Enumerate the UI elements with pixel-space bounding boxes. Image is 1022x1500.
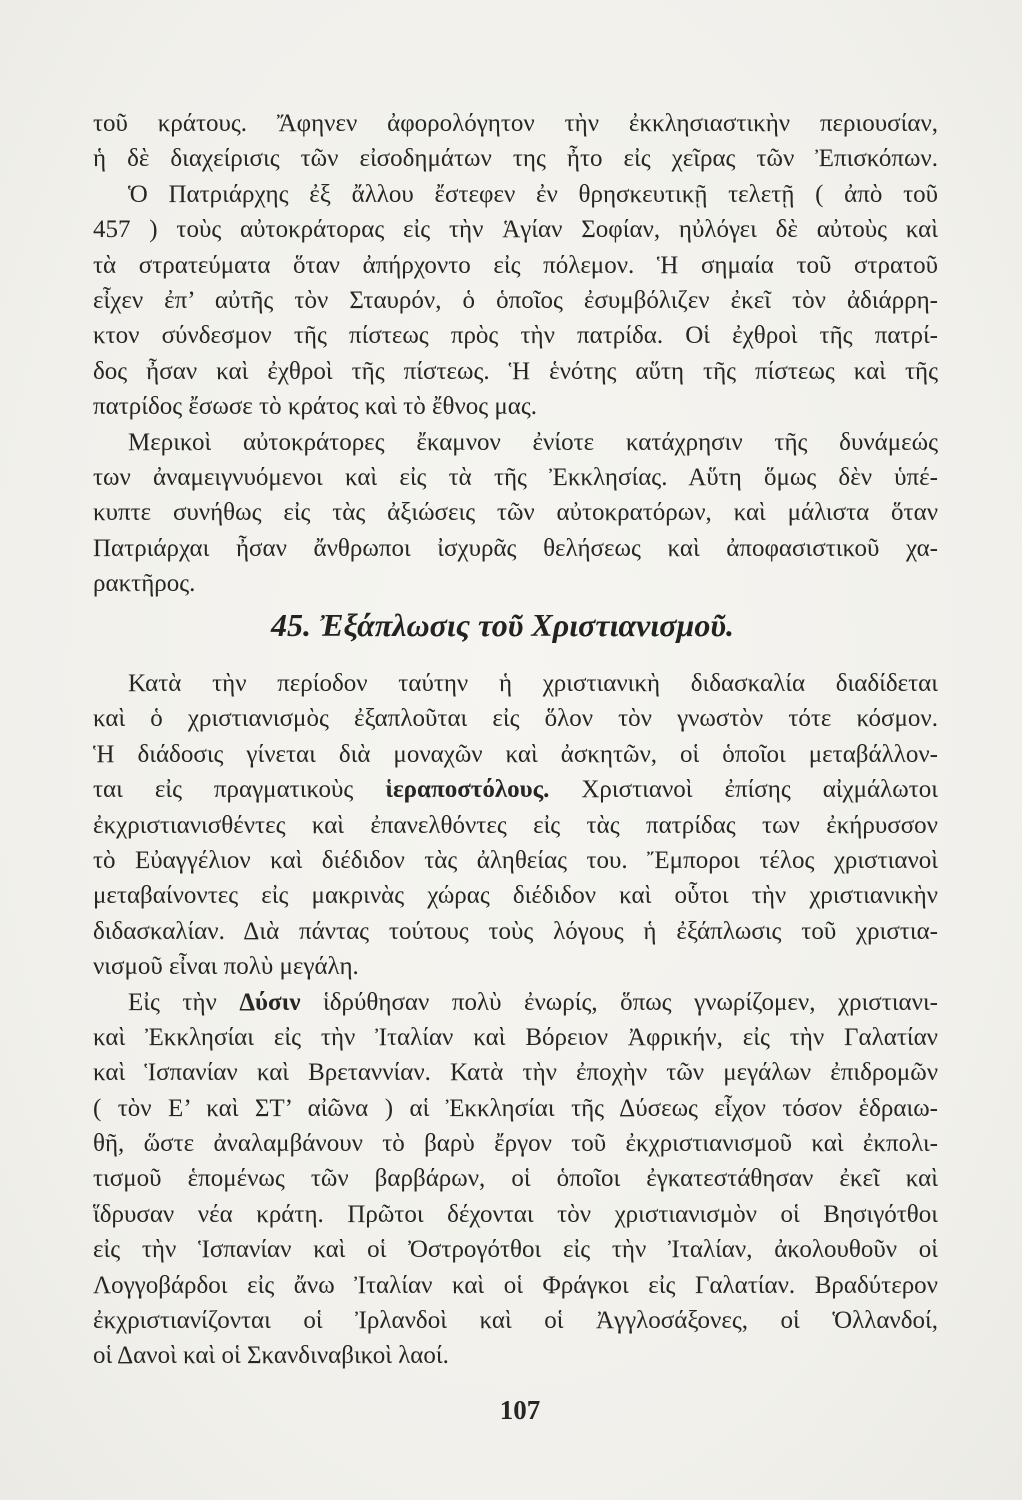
text-line: πατρίδος ἔσωσε τὸ κράτος καὶ τὸ ἔθνος μας. — [93, 393, 538, 421]
text-line: καὶ Ἐκκλησίαι εἰς τὴν Ἰταλίαν καὶ Βόρειον Ἀφρικήν, εἰς τὴν Γαλατίαν — [93, 1023, 938, 1051]
text-line: καὶ ὁ χριστιανισμὸς ἐξαπλοῦται εἰς ὅλον τὸν γνωστὸν τότε κόσμον. — [93, 705, 938, 733]
text-segment: ἱδρύθησαν πολὺ ἐνωρίς, ὅπως γνωρίζομεν, χριστιανι- — [300, 988, 938, 1016]
text-line: διδασκαλίαν. Διὰ πάντας τούτους τοὺς λόγους ἡ ἐξάπλωσις τοῦ χριστια- — [93, 917, 938, 945]
text-line: εἶχεν ἐπ’ αὐτῆς τὸν Σταυρόν, ὁ ὁποῖος ἐσυμβόλιζεν ἐκεῖ τὸν ἀδιάρρη- — [93, 286, 938, 314]
paragraph — [93, 985, 938, 1374]
paragraph — [93, 106, 938, 177]
text-line: Λογγοβάρδοι εἰς ἄνω Ἰταλίαν καὶ οἱ Φράγκοι εἰς Γαλατίαν. Βραδύτερον — [93, 1271, 938, 1299]
paragraph — [93, 425, 938, 602]
text-line: Μερικοὶ αὐτοκράτορες ἔκαμνον ἐνίοτε κατάχρησιν τῆς δυνάμεώς — [128, 428, 938, 456]
text-line: Πατριάρχαι ἦσαν ἄνθρωποι ἰσχυρᾶς θελήσεως καὶ ἀποφασιστικοῦ χα- — [93, 534, 938, 562]
text-line: τισμοῦ ἑπομένως τῶν βαρβάρων, οἱ ὁποῖοι ἐγκατεστάθησαν ἐκεῖ καὶ — [93, 1165, 938, 1193]
text-line: καὶ Ἱσπανίαν καὶ Βρεταννίαν. Κατὰ τὴν ἐποχὴν τῶν μεγάλων ἐπιδρομῶν — [93, 1059, 938, 1087]
section-heading: 45. Ἐξάπλωσις τοῦ Χριστιανισμοῦ. — [271, 607, 734, 643]
section-body — [93, 666, 938, 1374]
text-line: Ἡ διάδοσις γίνεται διὰ μοναχῶν καὶ ἀσκητῶν, οἱ ὁποῖοι μεταβάλλον- — [93, 740, 938, 768]
text-line: οἱ Δανοὶ καὶ οἱ Σκανδιναβικοὶ λαοί. — [93, 1342, 449, 1370]
text-line: τὸ Εὐαγγέλιον καὶ διέδιδον τὰς ἀληθείας του. Ἔμποροι τέλος χριστιανοὶ — [93, 846, 938, 874]
text-line: ( τὸν Ε’ καὶ ΣΤ’ αἰῶνα ) αἱ Ἐκκλησίαι τῆς Δύσεως εἶχον τόσον ἑδραιω- — [93, 1094, 938, 1122]
text-line — [93, 985, 938, 1020]
text-line: μεταβαίνοντες εἰς μακρινὰς χώρας διέδιδον καὶ οὗτοι τὴν χριστιανικὴν — [93, 882, 938, 910]
text-line: ἐκχριστιανίζονται οἱ Ἰρλανδοὶ καὶ οἱ Ἀγγλοσάξονες, οἱ Ὁλλανδοί, — [93, 1307, 938, 1335]
text-line — [93, 772, 938, 807]
text-line: δος ἦσαν καὶ ἐχθροὶ τῆς πίστεως. Ἡ ἑνότης αὕτη τῆς πίστεως καὶ τῆς — [93, 357, 938, 385]
text-line: Ὁ Πατριάρχης ἐξ ἄλλου ἔστεφεν ἐν θρησκευτικῇ τελετῇ ( ἀπὸ τοῦ — [128, 180, 938, 208]
text-line: θῆ, ὥστε ἀναλαμβάνουν τὸ βαρὺ ἔργον τοῦ ἐκχριστιανισμοῦ καὶ ἐκπολι- — [93, 1130, 938, 1158]
paragraph — [93, 177, 938, 425]
paragraph — [93, 666, 938, 985]
text-line: των ἀναμειγνυόμενοι καὶ εἰς τὰ τῆς Ἐκκλησίας. Αὕτη ὅμως δὲν ὑπέ- — [93, 463, 938, 491]
text-line: τὰ στρατεύματα ὅταν ἀπήρχοντο εἰς πόλεμον. Ἡ σημαία τοῦ στρατοῦ — [93, 251, 938, 279]
text-line: 457 ) τοὺς αὐτοκράτορας εἰς τὴν Ἁγίαν Σοφίαν, ηὐλόγει δὲ αὐτοὺς καὶ — [93, 216, 938, 244]
text-line: νισμοῦ εἶναι πολὺ μεγάλη. — [93, 953, 359, 981]
text-line: τοῦ κράτους. Ἄφηνεν ἀφορολόγητον τὴν ἐκκλησιαστικὴν περιουσίαν, — [93, 110, 938, 137]
text-line: ρακτῆρος. — [93, 570, 196, 598]
text-line: ἵδρυσαν νέα κράτη. Πρῶτοι δέχονται τὸν χριστιανισμὸν οἱ Βησιγότθοι — [93, 1200, 938, 1228]
bold-term: Δύσιν — [239, 988, 301, 1016]
bold-term: ἱεραποστόλους. — [385, 776, 550, 804]
text-segment: ται εἰς πραγματικοὺς — [93, 776, 386, 804]
text-line: εἰς τὴν Ἱσπανίαν καὶ οἱ Ὀστρογότθοι εἰς τὴν Ἰταλίαν, ἀκολουθοῦν οἱ — [93, 1236, 938, 1264]
text-line: ἐκχριστιανισθέντες καὶ ἐπανελθόντες εἰς τὰς πατρίδας των ἐκήρυσσον — [93, 811, 938, 839]
text-line: κτον σύνδεσμον τῆς πίστεως πρὸς τὴν πατρίδα. Οἱ ἐχθροὶ τῆς πατρί- — [93, 322, 938, 350]
text-segment: Εἰς τὴν — [128, 988, 240, 1016]
page-number: 107 — [499, 1395, 541, 1425]
text-segment: Χριστιανοὶ ἐπίσης αἰχμάλωτοι — [549, 776, 938, 804]
continued-text — [93, 106, 938, 601]
text-line: κυπτε συνήθως εἰς τὰς ἀξιώσεις τῶν αὐτοκρατόρων, καὶ μάλιστα ὅταν — [93, 499, 938, 527]
text-line: Κατὰ τὴν περίοδον ταύτην ἡ χριστιανικὴ διδασκαλία διαδίδεται — [128, 670, 938, 697]
text-line: ἡ δὲ διαχείρισις τῶν εἰσοδημάτων της ἦτο εἰς χεῖρας τῶν Ἐπισκόπων. — [93, 145, 938, 173]
